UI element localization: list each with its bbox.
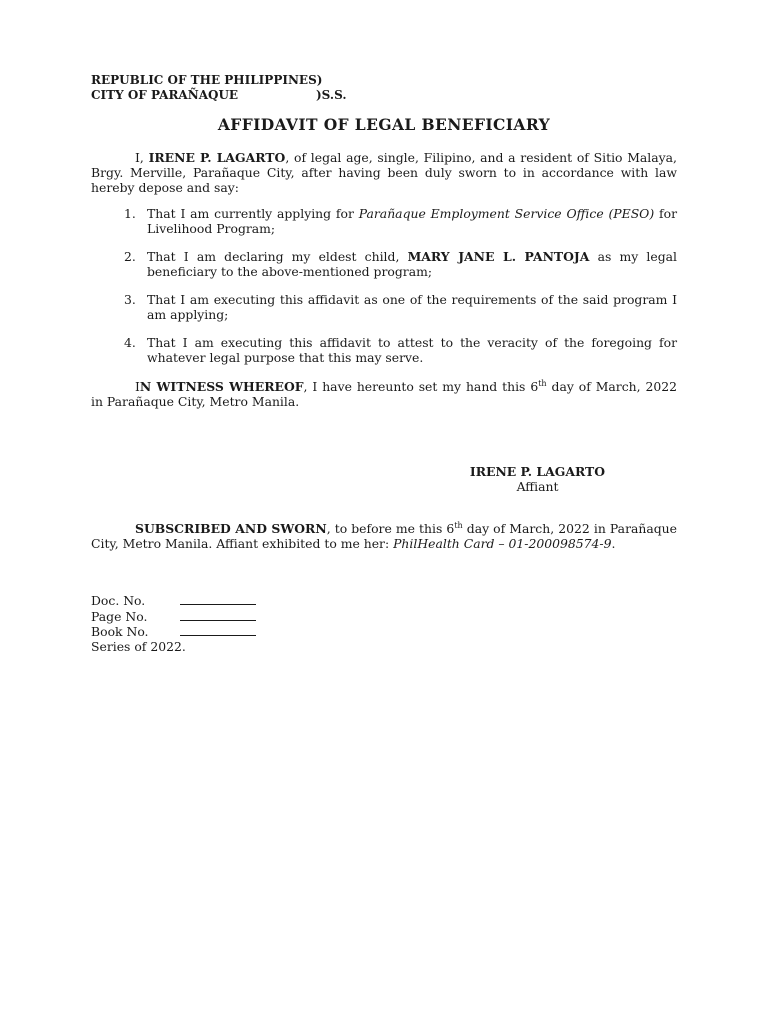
- item-text: for Livelihood Program;: [147, 206, 677, 236]
- intro-prefix: I,: [135, 150, 149, 165]
- jurat-text: day of March, 2022 in Parañaque City, Metro Manila. Affiant exhibited to me her:: [91, 521, 677, 551]
- id-card-reference: PhilHealth Card – 01-200098574-9: [393, 536, 612, 551]
- witness-text: , I have hereunto set my hand this 6: [303, 379, 539, 394]
- series-label: Series of 2022.: [91, 638, 186, 654]
- list-item: [91, 335, 677, 365]
- item-text: That I am declaring my eldest child,: [147, 249, 408, 264]
- ordinal-suffix: th: [538, 379, 547, 388]
- republic-text: REPUBLIC OF THE PHILIPPINES): [91, 73, 323, 87]
- ordinal-suffix: th: [454, 521, 463, 530]
- item-text: That I am executing this affidavit as one of the requirements of the said program I am applying;: [147, 292, 677, 322]
- witness-initial: I: [135, 379, 140, 394]
- signatory-name: IRENE P. LAGARTO: [469, 464, 606, 479]
- beneficiary-name: MARY JANE L. PANTOJA: [407, 249, 590, 264]
- intro-text: , of legal age, single, Filipino, and a resident of Sitio Malaya, Brgy. Merville, Parañaque City, after having been duly sworn to in accordance with law hereby depose and say:: [91, 150, 677, 195]
- book-no-row: [91, 624, 256, 640]
- deposition-list: [91, 206, 677, 378]
- page-no-label: Page No.: [91, 608, 148, 624]
- book-no-blank: [180, 624, 256, 636]
- witness-text: day of March, 2022 in Parañaque City, Metro Manila.: [91, 379, 677, 409]
- page-no-row: [91, 609, 256, 625]
- ss-text: )S.S.: [316, 87, 347, 102]
- list-item: [91, 206, 677, 236]
- subscribed-and-sworn: SUBSCRIBED AND SWORN: [135, 521, 327, 536]
- venue-republic-line: [91, 73, 347, 88]
- city-text: CITY OF PARAÑAQUE: [91, 87, 239, 102]
- doc-no-row: [91, 593, 256, 609]
- jurat-text: , to before me this 6: [326, 521, 455, 536]
- item-text: That I am currently applying for: [147, 206, 359, 221]
- item-number: 1.: [124, 206, 136, 221]
- item-number: 3.: [124, 292, 136, 307]
- list-item: [91, 249, 677, 279]
- series-row: [91, 640, 256, 655]
- venue-city-line: [91, 88, 347, 103]
- affiant-name: IRENE P. LAGARTO: [148, 150, 286, 165]
- jurat-paragraph: [91, 521, 677, 551]
- signatory-role: Affiant: [516, 479, 559, 494]
- notarial-register: [91, 593, 256, 654]
- book-no-label: Book No.: [91, 624, 149, 639]
- doc-no-blank: [180, 593, 256, 605]
- item-number: 2.: [124, 249, 136, 264]
- peso-program-name: Parañaque Employment Service Office (PESO): [358, 206, 655, 221]
- venue-header: [91, 73, 347, 102]
- page-no-blank: [180, 609, 256, 621]
- signature-block: [460, 464, 615, 494]
- witness-whereof: N WITNESS WHEREOF: [139, 379, 304, 394]
- jurat-text: .: [611, 536, 616, 551]
- item-text: That I am executing this affidavit to attest to the veracity of the foregoing for whatever legal purpose that this may serve.: [147, 335, 677, 365]
- list-item: [91, 292, 677, 322]
- doc-no-label: Doc. No.: [91, 593, 146, 608]
- item-text: as my legal beneficiary to the above-mentioned program;: [147, 249, 678, 279]
- item-number: 4.: [124, 335, 136, 350]
- document-title: AFFIDAVIT OF LEGAL BENEFICIARY: [217, 115, 551, 134]
- witness-paragraph: [91, 379, 677, 409]
- intro-paragraph: [91, 150, 677, 195]
